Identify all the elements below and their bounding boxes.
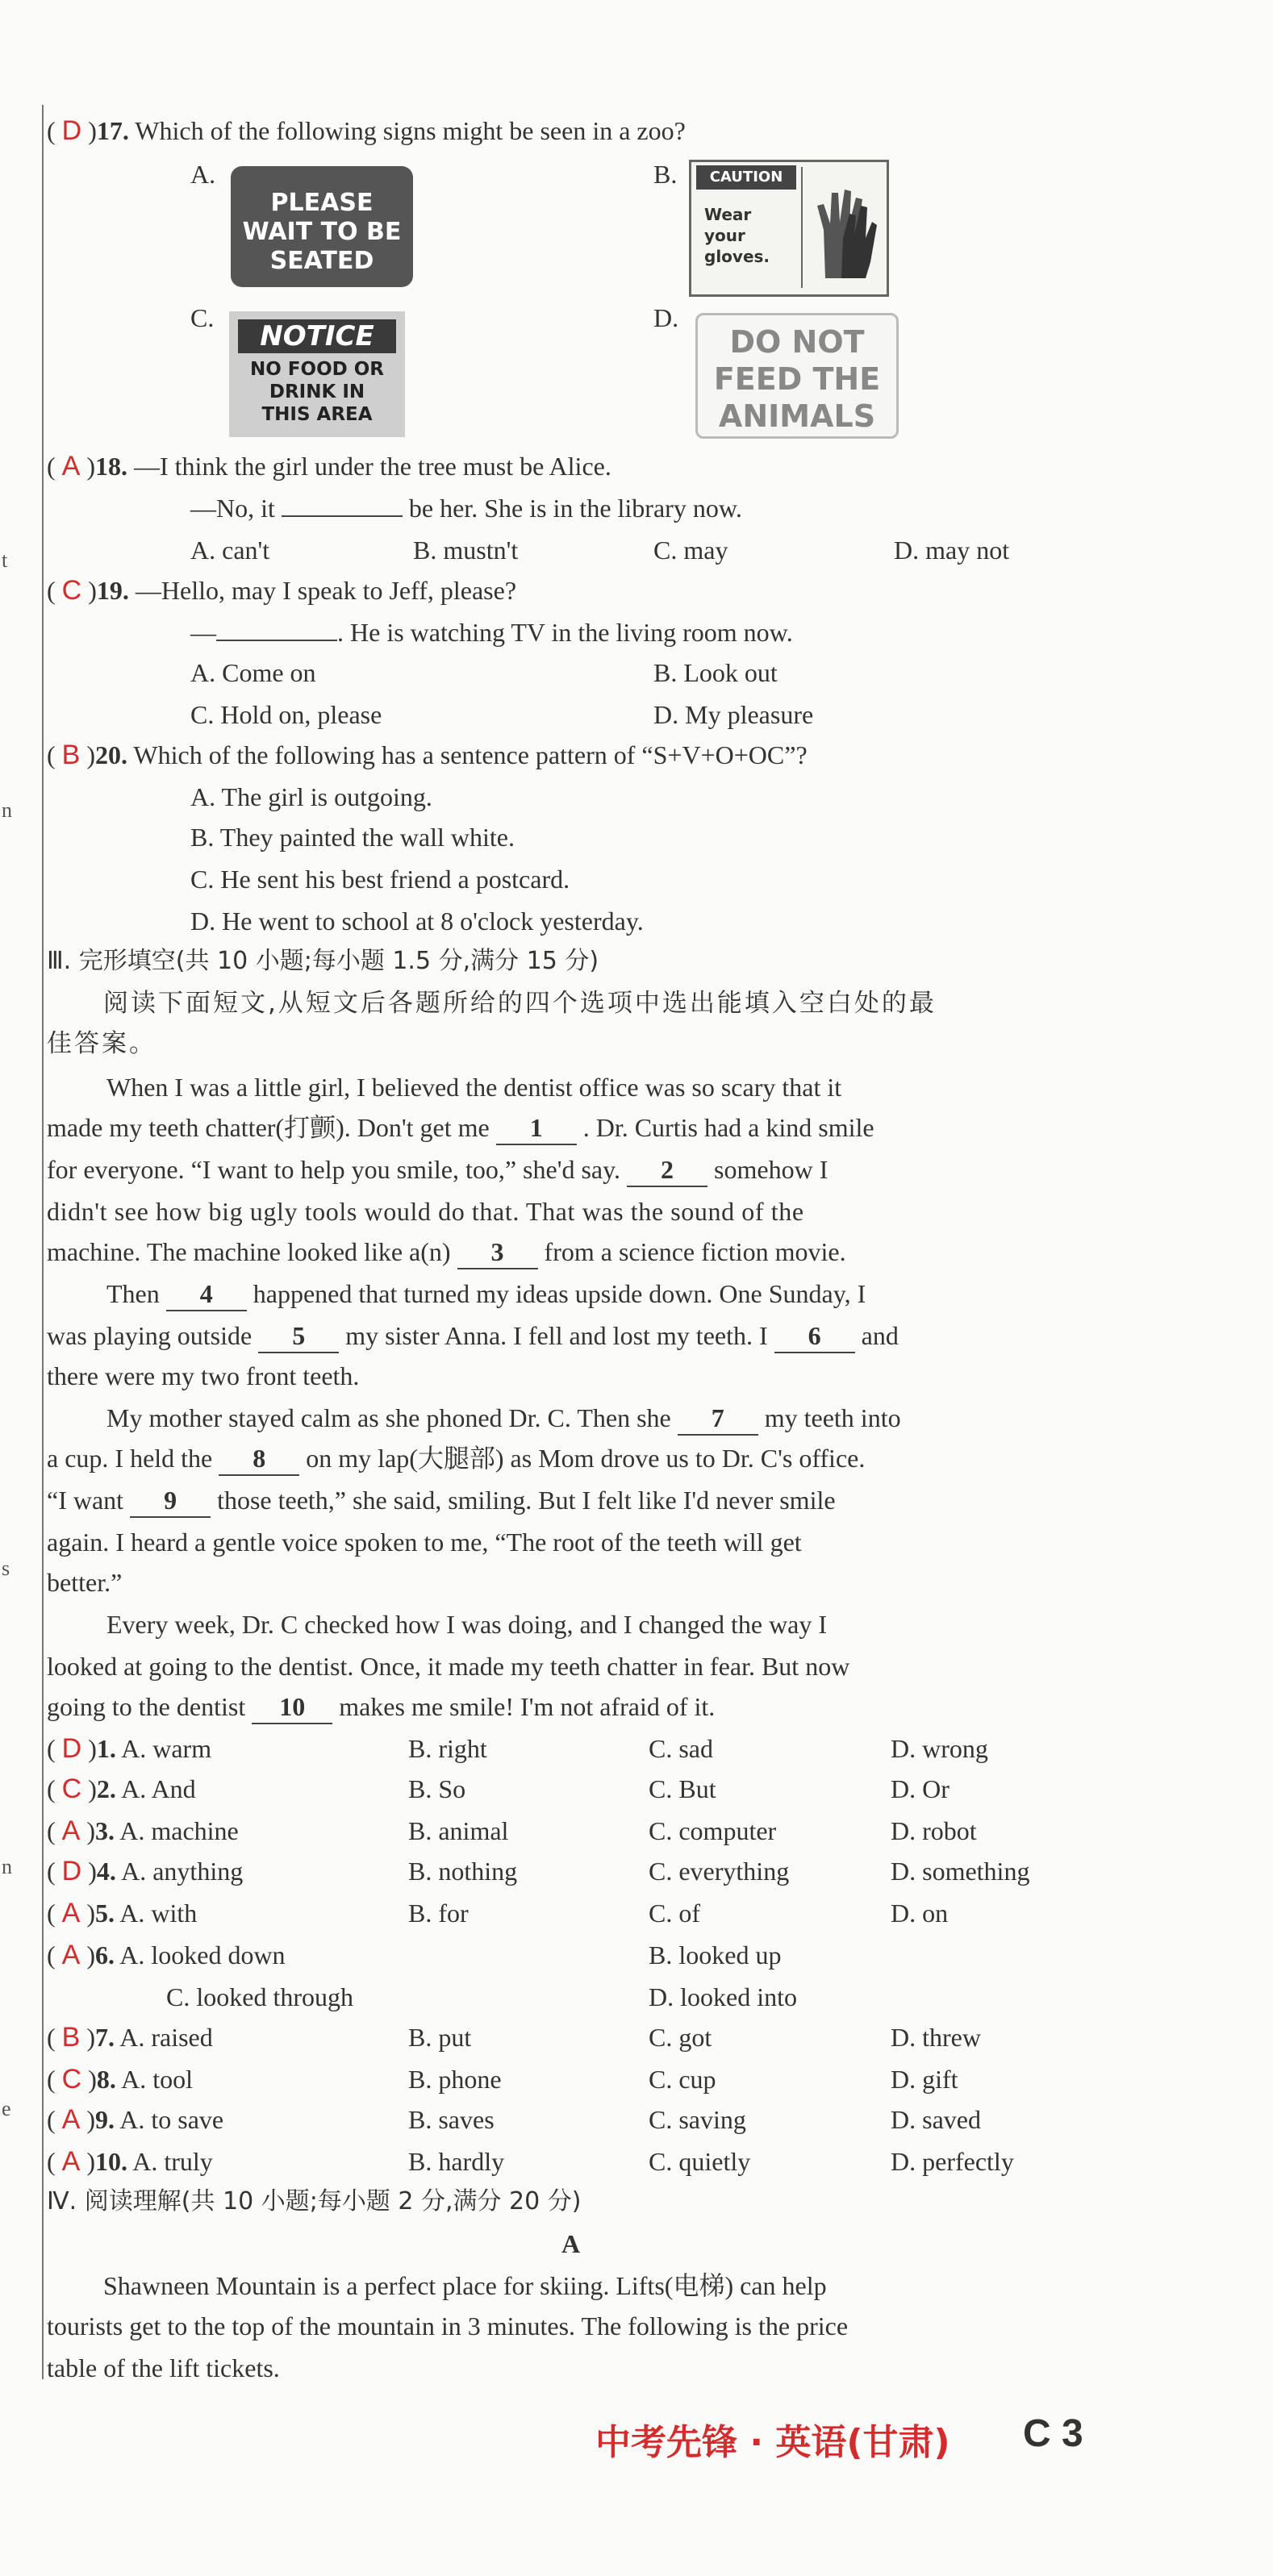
option: B. put [408,2023,472,2052]
gloves-icon [809,181,877,281]
sign-caution-gloves: CAUTION Wear your gloves. [689,160,889,297]
option: B. nothing [408,1857,518,1886]
footer-title: 中考先锋 · 英语(甘肃) [595,2422,950,2463]
option: B. animal [408,1816,509,1845]
cloze-item-2: ( C )2. A. And [47,1774,196,1804]
answer-mark: A [61,451,81,481]
option: C. But [649,1774,716,1803]
option: B. mustn't [413,536,519,565]
margin-rule [42,105,44,2379]
option: B. So [408,1774,466,1803]
option: C. Hold on, please [190,700,382,729]
option: A. Come on [190,658,316,687]
question-19: ( C )19. —Hello, may I speak to Jeff, please? [47,575,517,606]
cloze-item-10: ( A )10. A. truly [47,2146,213,2177]
option: C. computer [649,1816,777,1845]
cloze-item-8: ( C )8. A. tool [47,2064,193,2095]
answer-mark: B [61,740,81,770]
reading-line: Shawneen Mountain is a perfect place for skiing. Lifts(电梯) can help [103,2271,827,2300]
passage-line: machine. The machine looked like a(n) 3 from a science fiction movie. [47,1236,846,1269]
option: A. The girl is outgoing. [190,782,432,811]
option: B. looked up [649,1940,782,1970]
option: C. He sent his best friend a postcard. [190,865,570,894]
option: D. gift [891,2065,958,2094]
sign-notice-no-food: NOTICE NO FOOD OR DRINK IN THIS AREA [229,311,405,437]
page-number: C 3 [1023,2412,1083,2455]
edge-letter: n [2,1855,12,1878]
passage-line: going to the dentist 10 makes me smile! I'm not afraid of it. [47,1690,715,1724]
section-4-title: Ⅳ. 阅读理解(共 10 小题;每小题 2 分,满分 20 分) [47,2187,582,2215]
edge-letter: s [2,1557,10,1580]
option: D. may not [894,536,1010,565]
option: C. sad [649,1734,713,1763]
passage-line: for everyone. “I want to help you smile, too,” she'd say. 2 somehow I [47,1153,828,1187]
option: B. hardly [408,2147,505,2176]
cloze-item-4: ( D )4. A. anything [47,1856,244,1886]
reading-line: table of the lift tickets. [47,2353,280,2382]
reading-line: tourists get to the top of the mountain in 3 minutes. The following is the price [47,2311,849,2340]
option: C. saving [649,2105,746,2134]
option: B. saves [408,2105,495,2134]
cloze-item-9: ( A )9. A. to save [47,2104,224,2135]
cloze-item-5: ( A )5. A. with [47,1898,198,1928]
option: D. He went to school at 8 o'clock yesterday. [190,907,644,936]
option: D. looked into [649,1982,797,2011]
answer-mark: D [61,115,82,146]
edge-letter: e [2,2097,11,2120]
option: B. for [408,1899,469,1928]
passage-line: looked at going to the dentist. Once, it made my teeth chatter in fear. But now [47,1652,850,1681]
option: D. robot [891,1816,977,1845]
section-3-title: Ⅲ. 完形填空(共 10 小题;每小题 1.5 分,满分 15 分) [47,947,599,975]
option: C. cup [649,2065,716,2094]
option: D. saved [891,2105,981,2134]
passage-line: Every week, Dr. C checked how I was doing, and I changed the way I [106,1610,828,1639]
option: D. My pleasure [653,700,814,729]
option: C. got [649,2023,712,2052]
option-label: A. [190,160,216,189]
passage-line: there were my two front teeth. [47,1361,360,1390]
option: C. looked through [166,1982,353,2011]
option-label: C. [190,303,215,332]
option: C. may [653,536,728,565]
answer-mark: C [61,575,82,606]
caution-header: CAUTION [696,165,796,190]
section-3-instructions-cont: 佳答案。 [47,1029,157,1058]
option: D. Or [891,1774,950,1803]
passage-line: When I was a little girl, I believed the dentist office was so scary that it [106,1073,842,1102]
option: C. everything [649,1857,790,1886]
option: D. something [891,1857,1030,1886]
question-18-reply: —No, it be her. She is in the library now. [190,494,742,523]
option: B. phone [408,2065,502,2094]
passage-line: a cup. I held the 8 on my lap(大腿部) as Mom drove us to Dr. C's office. [47,1442,865,1476]
option: D. wrong [891,1734,988,1763]
section-3-instructions: 阅读下面短文,从短文后各题所给的四个选项中选出能填入空白处的最 [103,989,937,1018]
passage-line: “I want 9 those teeth,” she said, smiling. But I felt like I'd never smile [47,1484,836,1518]
option-label: D. [653,303,679,332]
option: A. can't [190,536,270,565]
option: B. right [408,1734,487,1763]
question-18: ( A )18. —I think the girl under the tree must be Alice. [47,451,611,481]
sign-do-not-feed: DO NOT FEED THE ANIMALS [695,313,899,439]
edge-letter: t [2,548,8,572]
sign-please-wait: PLEASE WAIT TO BE SEATED [231,166,413,287]
option-label: B. [653,160,678,189]
option: B. Look out [653,658,778,687]
passage-line: was playing outside 5 my sister Anna. I fell and lost my teeth. I 6 and [47,1319,899,1353]
passage-line: didn't see how big ugly tools would do that. That was the sound of the [47,1197,804,1226]
passage-line: Then 4 happened that turned my ideas upside down. One Sunday, I [106,1278,866,1311]
passage-line: better.” [47,1568,123,1597]
option: C. quietly [649,2147,751,2176]
cloze-item-7: ( B )7. A. raised [47,2022,213,2053]
cloze-item-1: ( D )1. A. warm [47,1733,212,1764]
passage-a-heading: A [561,2229,581,2258]
option: C. of [649,1899,700,1928]
option: D. on [891,1899,949,1928]
question-20: ( B )20. Which of the following has a sentence pattern of “S+V+O+OC”? [47,740,808,770]
option: B. They painted the wall white. [190,823,515,852]
passage-line: made my teeth chatter(打颤). Don't get me 1 . Dr. Curtis had a kind smile [47,1111,874,1145]
option: D. threw [891,2023,981,2052]
edge-letter: n [2,798,12,822]
option: D. perfectly [891,2147,1014,2176]
question-17: ( D )17. Which of the following signs might be seen in a zoo? [47,115,686,146]
cloze-item-6: ( A )6. A. looked down [47,1940,286,1970]
question-19-reply: — . He is watching TV in the living room now. [190,618,793,647]
passage-line: again. I heard a gentle voice spoken to me, “The root of the teeth will get [47,1528,802,1557]
cloze-item-3: ( A )3. A. machine [47,1815,239,1846]
passage-line: My mother stayed calm as she phoned Dr. C. Then she 7 my teeth into [106,1402,901,1436]
